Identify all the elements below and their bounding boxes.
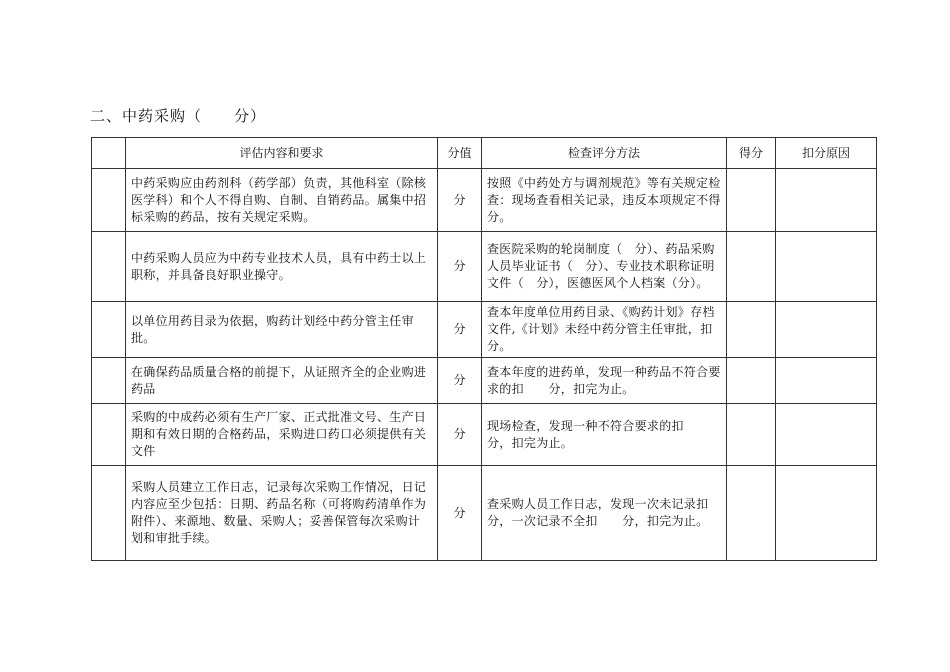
header-method: 检查评分方法 <box>482 138 727 169</box>
deduction-reason-cell[interactable] <box>776 404 877 466</box>
requirement-cell: 以单位用药目录为依据，购药计划经中药分管主任审批。 <box>126 302 438 358</box>
row-index-cell <box>92 466 126 561</box>
section-title: 二、中药采购（ 分） <box>90 107 267 125</box>
requirement-cell: 采购的中成药必须有生产厂家、正式批准文号、生产日期和有效日期的合格药品，采购进口药口必须提供有关文件 <box>126 404 438 466</box>
row-index-cell <box>92 302 126 358</box>
score-cell: 分 <box>438 302 482 358</box>
header-reason: 扣分原因 <box>776 138 877 169</box>
row-index-cell <box>92 232 126 302</box>
row-index-cell <box>92 358 126 404</box>
method-cell: 现场检查，发现一种不符合要求的扣 分，扣完为止。 <box>482 404 727 466</box>
requirement-cell: 中药采购应由药剂科（药学部）负责，其他科室（除核医学科）和个人不得自购、自制、自销药品。属集中招标采购的药品，按有关规定采购。 <box>126 169 438 232</box>
got-score-cell[interactable] <box>727 169 776 232</box>
evaluation-table <box>91 137 877 561</box>
got-score-cell[interactable] <box>727 466 776 561</box>
row-index-cell <box>92 404 126 466</box>
table-row <box>92 404 877 466</box>
requirement-cell: 中药采购人员应为中药专业技术人员，具有中药士以上职称，并具备良好职业操守。 <box>126 232 438 302</box>
method-cell: 按照《中药处方与调剂规范》等有关规定检查：现场查看相关记录，违反本项规定不得分。 <box>482 169 727 232</box>
score-cell: 分 <box>438 404 482 466</box>
header-index <box>92 138 126 169</box>
header-score: 分值 <box>438 138 482 169</box>
header-got: 得分 <box>727 138 776 169</box>
requirement-cell: 在确保药品质量合格的前提下，从证照齐全的企业购进药品 <box>126 358 438 404</box>
method-cell: 查医院采购的轮岗制度（ 分）、药品采购人员毕业证书（ 分）、专业技术职称证明文件（ 分），医德医风个人档案（分）。 <box>482 232 727 302</box>
deduction-reason-cell[interactable] <box>776 232 877 302</box>
method-cell: 查本年度单位用药目录、《购药计划》存档文件,《计划》未经中药分管主任审批，扣 分。 <box>482 302 727 358</box>
method-cell: 查本年度的进药单，发现一种药品不符合要求的扣 分，扣完为止。 <box>482 358 727 404</box>
score-cell: 分 <box>438 358 482 404</box>
got-score-cell[interactable] <box>727 404 776 466</box>
table-row <box>92 302 877 358</box>
got-score-cell[interactable] <box>727 232 776 302</box>
score-cell: 分 <box>438 466 482 561</box>
header-requirement: 评估内容和要求 <box>126 138 438 169</box>
method-cell: 查采购人员工作日志，发现一次未记录扣 分，一次记录不全扣 分，扣完为止。 <box>482 466 727 561</box>
table-row <box>92 169 877 232</box>
table-row <box>92 358 877 404</box>
deduction-reason-cell[interactable] <box>776 302 877 358</box>
deduction-reason-cell[interactable] <box>776 358 877 404</box>
got-score-cell[interactable] <box>727 358 776 404</box>
table-header-row <box>92 138 877 169</box>
score-cell: 分 <box>438 169 482 232</box>
table-row <box>92 466 877 561</box>
row-index-cell <box>92 169 126 232</box>
deduction-reason-cell[interactable] <box>776 466 877 561</box>
table-row <box>92 232 877 302</box>
deduction-reason-cell[interactable] <box>776 169 877 232</box>
score-cell: 分 <box>438 232 482 302</box>
requirement-cell: 采购人员建立工作日志，记录每次采购工作情况，日记内容应至少包括：日期、药品名称（可将购药清单作为附件）、来源地、数量、采购人；妥善保管每次采购计划和审批手续。 <box>126 466 438 561</box>
